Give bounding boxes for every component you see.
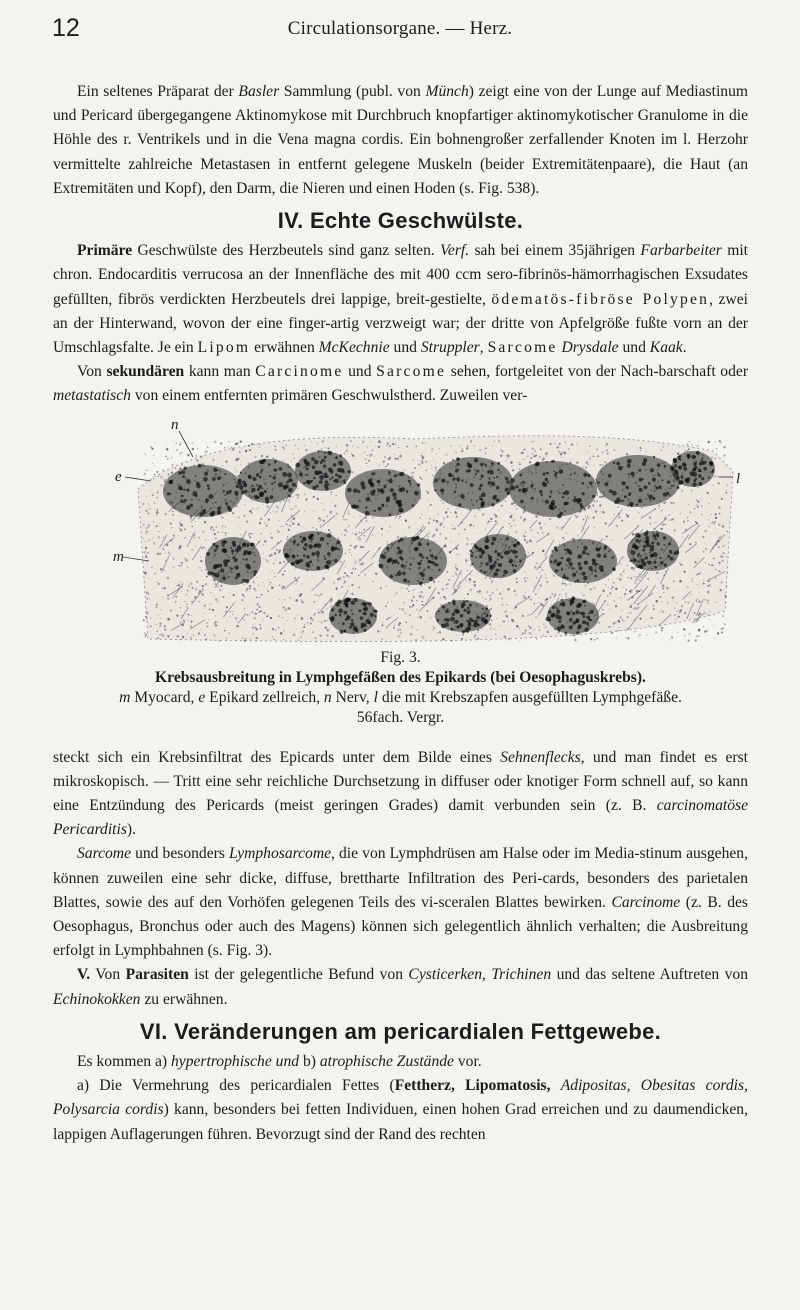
section-heading-vi: VI. Veränderungen am pericardialen Fettgewebe. xyxy=(139,1018,662,1044)
figure-label-l: l xyxy=(736,470,741,487)
page-body xyxy=(53,80,748,1147)
paragraph-fat-heart: a) Die Vermehrung des pericardialen Fettes (Fettherz, Lipomatosis, Adipositas, Obesitas cordis, Polysarcia cordis) kann, besonders bei fetten Individuen, einen hohen Grad erreichen und zu daumendicken, lappigen Auflagerungen führen. Bevorzugt sind der Rand des rechten xyxy=(53,1077,748,1143)
running-title: Circulationsorgane. — Herz. xyxy=(287,18,513,39)
paragraph-continuation: steckt sich ein Krebsinfiltrat des Epicards unter dem Bilde eines Sehnenflecks, und man findet es erst mikroskopisch. — Tritt eine sehr reichliche Durchsetzung in diffuser oder knotiger Form schnell auf, so kann eine Entzündung des Pericards (meist geringen Grades) damit verbunden sein (z. B. carcinomatöse Pericarditis). xyxy=(53,748,748,839)
figure-label-m: m xyxy=(113,548,124,565)
figure-title: Krebsausbreitung in Lymphgefäßen des Epikards (bei Oesophaguskrebs). xyxy=(155,668,646,686)
page-header xyxy=(52,14,748,54)
figure-label-e: e xyxy=(115,468,122,485)
figure-number: Fig. 3. xyxy=(380,648,421,666)
figure-label-n: n xyxy=(171,416,179,433)
figure-caption xyxy=(53,648,748,728)
figure-legend: m Myocard, e Epikard zellreich, n Nerv, l die mit Krebszapfen ausgefüllten Lymphgefäße. xyxy=(119,688,682,706)
micrograph-image xyxy=(53,411,748,648)
figure-title-line xyxy=(53,668,748,688)
figure-magnification: 56fach. Vergr. xyxy=(356,708,445,726)
page-number: 12 xyxy=(52,14,80,42)
section-heading-iv: IV. Echte Geschwülste. xyxy=(277,208,524,234)
paragraph-secondary-tumors: Von sekundären kann man Carcinome und Sarcome sehen, fortgeleitet von der Nach-barschaft oder metastatisch von einem entfernten primären Geschwulstherd. Zuweilen ver- xyxy=(53,363,749,405)
paragraph-parasites: V. Von Parasiten ist der gelegentliche Befund von Cysticerken, Trichinen und das seltene Auftreten von Echinokokken zu erwähnen. xyxy=(53,966,749,1008)
paragraph-states: Es kommen a) hypertrophische und b) atrophische Zustände vor. xyxy=(77,1053,482,1071)
paragraph-actinomycosis: Ein seltenes Präparat der Basler Sammlung (publ. von Münch) zeigt eine von der Lunge auf Mediastinum und Pericard übergegangene Aktinomykose mit Durchbruch knopfartiger aktinomykotischer Granulome in die Höhle des r. Ventrikels und in die Vena magna cordis. Ein bohnengroßer zerfallender Knoten im l. Herzohr vermittelte zahlreiche Metastasen in entfernt gelegene Muskeln (beider Extremitätenpaare), die Haut (an Extremitäten und Kopf), den Darm, die Nieren und einen Hoden (s. Fig. 538). xyxy=(53,83,749,197)
paragraph-primary-tumors: Primäre Geschwülste des Herzbeutels sind ganz selten. Verf. sah bei einem 35jährigen Farbarbeiter mit chron. Endocarditis verrucosa an der Innenfläche des mit 400 ccm sero-fibrinös-hämorrhagischen Exsudates gefüllten, fibrös verdickten Herzbeutels drei lappige, breit-gestielte, ödematös-fibröse Polypen, zwei an der Hinterwand, wovon der eine finger-artig verzweigt war; der dritte von Apfelgröße fußte vorn an der Umschlagsfalte. Je ein Lipom erwähnen McKechnie und Struppler, Sarcome Drysdale und Kaak. xyxy=(53,242,748,357)
paragraph-sarcomas: Sarcome und besonders Lymphosarcome, die von Lymphdrüsen am Halse oder im Media-stinum ausgehen, können zuweilen eine sehr dicke, diffuse, brettharte Infiltration des Peri-cards, besonders des parietalen Blattes, sowie des auf den Vorhöfen gelegenen Teils des vi-sceralen Blattes bewirken. Carcinome (z. B. des Oesophagus, Bronchus oder auch des Magens) können sich gelegentlich ähnlich verhalten; die Ausbreitung erfolgt in Lymphbahnen (s. Fig. 3). xyxy=(53,845,748,960)
figure-micrograph xyxy=(53,411,748,648)
